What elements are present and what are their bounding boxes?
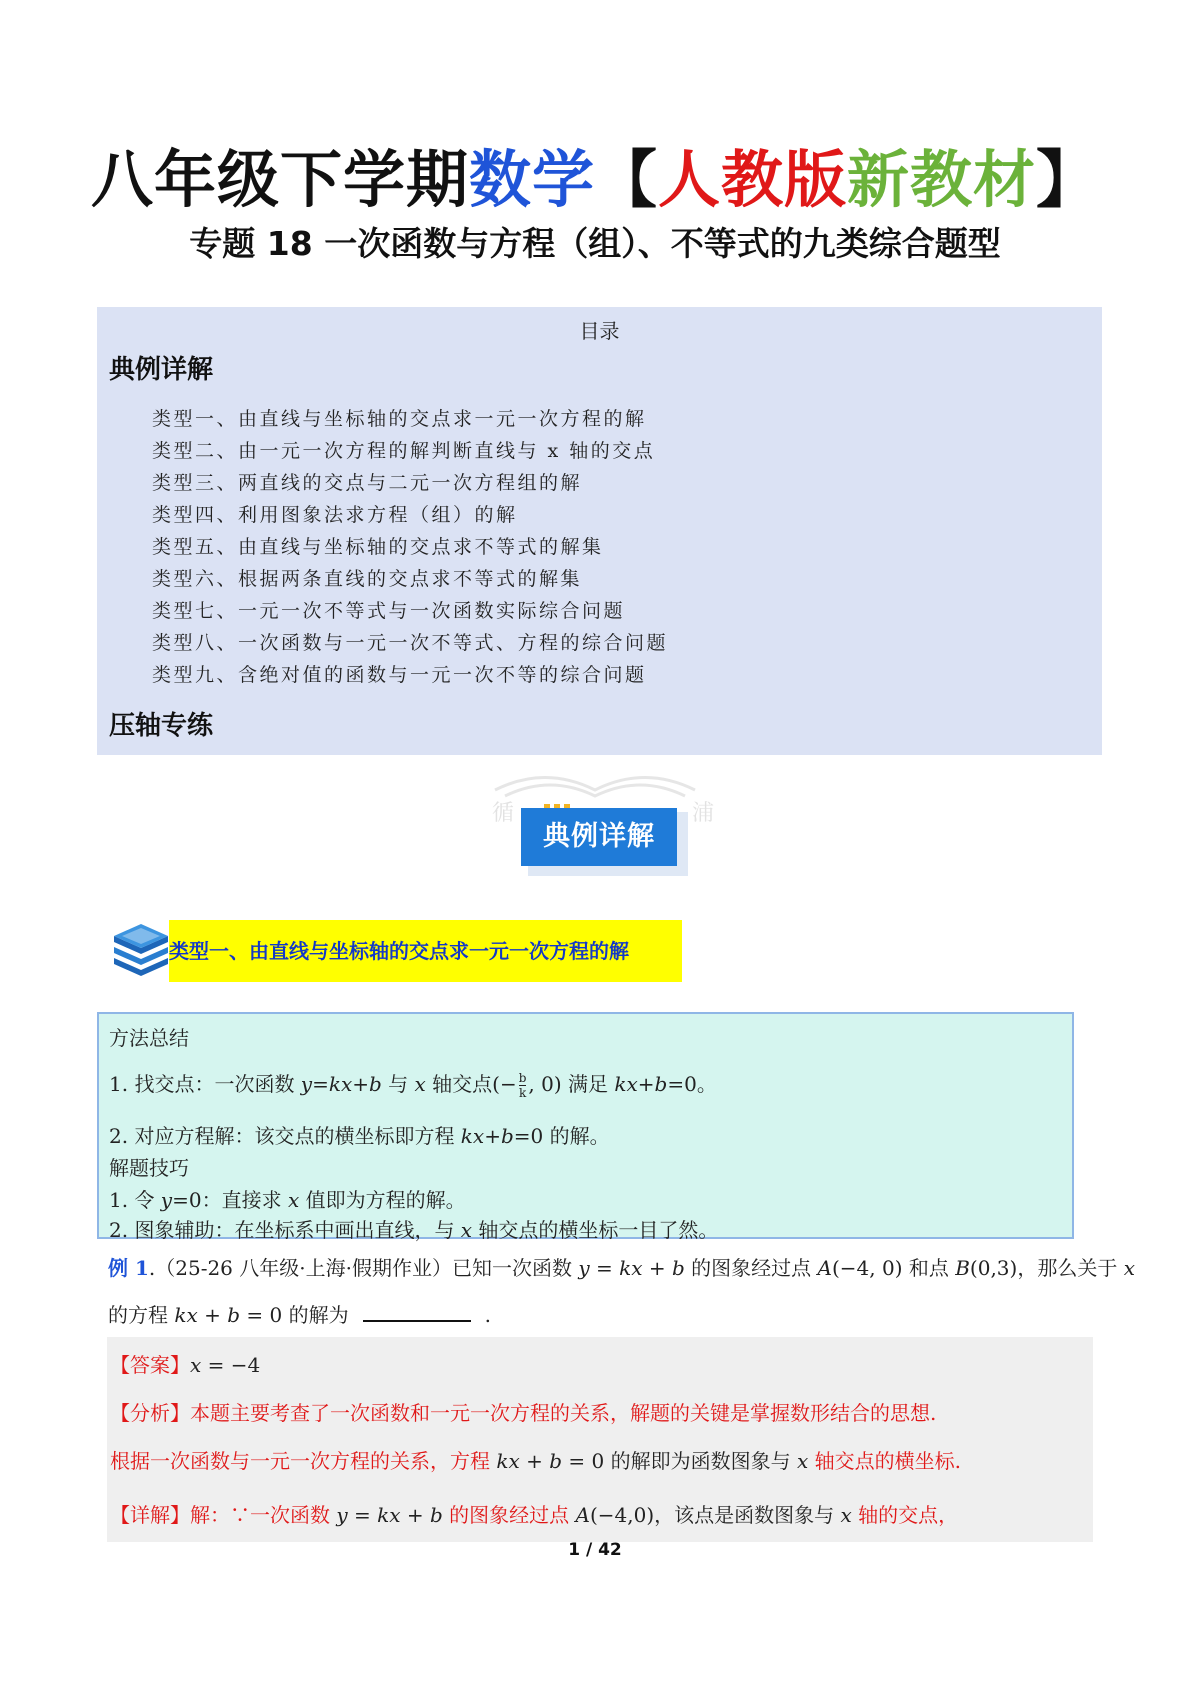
math-run: x — [287, 1188, 300, 1212]
text-run: = 0 的解为 — [240, 1303, 349, 1327]
title-grade: 八年级下学期 — [90, 143, 469, 216]
text-run: 1. 找交点：一次函数 — [109, 1072, 301, 1096]
analysis-line-2 — [110, 1445, 961, 1474]
page-number: 1 / 42 — [568, 1540, 622, 1560]
watermark-text-left: 循 — [492, 801, 515, 826]
text-run: 解：∵一次函数 — [190, 1503, 337, 1527]
fraction-b-over-k — [519, 1071, 527, 1100]
text-run: 轴交点的横坐标一目了然。 — [472, 1218, 719, 1242]
toc-item[interactable]: 类型九、含绝对值的函数与一元一次不等的综合问题 — [152, 664, 647, 686]
document-subtitle: 专题 18 一次函数与方程（组）、不等式的九类综合题型 — [189, 224, 1001, 263]
toc-list — [152, 403, 668, 691]
math-run: x — [460, 1218, 473, 1242]
math-run: kx + b — [174, 1303, 241, 1327]
toc-item[interactable]: 类型六、根据两条直线的交点求不等式的解集 — [152, 568, 583, 590]
method-line-2 — [109, 1120, 610, 1149]
section-badge: 典例详解 — [521, 808, 677, 866]
math-run: x — [190, 1353, 202, 1377]
text-run: 1. 令 — [109, 1188, 161, 1212]
text-run: = 0 的解即为函数图象与 — [562, 1449, 797, 1473]
type1-banner: 类型一、由直线与坐标轴的交点求一元一次方程的解 — [169, 920, 682, 982]
text-run: .（25-26 八年级·上海·假期作业）已知一次函数 — [148, 1256, 579, 1280]
toc-heading: 目录 — [579, 319, 620, 343]
method-summary-box — [97, 1012, 1074, 1242]
text-run: 轴交点的横坐标. — [808, 1449, 961, 1473]
math-run: y = kx + b — [578, 1256, 685, 1280]
math-run: y — [160, 1188, 173, 1212]
text-run: 与 — [381, 1072, 415, 1096]
title-edition: 人教版 — [658, 143, 848, 216]
text-run: 的方程 — [108, 1303, 175, 1327]
answer-tag: 【答案】 — [110, 1353, 190, 1377]
math-run: kx+b — [614, 1072, 668, 1096]
text-run: . — [484, 1303, 491, 1327]
tip-line-1 — [109, 1184, 466, 1213]
text-run: 轴的交点， — [851, 1503, 959, 1527]
title-subject: 数学 — [468, 143, 595, 216]
text-run: 的图象经过点 — [442, 1503, 576, 1527]
tip-line-2 — [109, 1214, 718, 1243]
answer-line — [110, 1349, 260, 1378]
math-run: B — [955, 1256, 970, 1280]
math-run: x — [414, 1072, 426, 1096]
text-run: 根据一次函数与一元一次方程的关系，方程 — [110, 1449, 497, 1473]
fraction-numerator: b — [518, 1071, 527, 1085]
text-run: 2. 对应方程解：该交点的横坐标即方程 — [109, 1124, 461, 1148]
toc-section-examples[interactable]: 典例详解 — [109, 355, 214, 385]
badge-dots — [544, 804, 574, 808]
title-bracket-open: 【 — [594, 143, 658, 216]
title-new-textbook: 新教材 — [847, 143, 1037, 216]
detail-line — [110, 1499, 958, 1528]
table-of-contents — [97, 307, 1102, 755]
text-run: =0：直接求 — [172, 1188, 288, 1212]
answer-value: = −4 — [201, 1353, 261, 1377]
math-run: x — [1123, 1256, 1135, 1280]
tips-heading: 解题技巧 — [109, 1156, 189, 1180]
fraction-denominator: k — [518, 1086, 527, 1100]
toc-item[interactable]: 类型五、由直线与坐标轴的交点求不等式的解集 — [152, 536, 604, 558]
example1-line-2 — [108, 1299, 491, 1328]
math-run: y = kx + b — [336, 1503, 443, 1527]
document-title — [0, 140, 1190, 220]
toc-section-challenge[interactable]: 压轴专练 — [109, 711, 214, 741]
toc-item[interactable]: 类型七、一元一次不等式与一次函数实际综合问题 — [152, 600, 626, 622]
math-run: A — [817, 1256, 832, 1280]
answer-box — [107, 1337, 1093, 1542]
title-bracket-close: 】 — [1036, 143, 1100, 216]
toc-item[interactable]: 类型二、由一元一次方程的解判断直线与 x 轴的交点 — [152, 440, 656, 462]
example1-line-1 — [108, 1252, 1135, 1281]
detail-tag: 【详解】 — [110, 1503, 190, 1527]
text-run: 值即为方程的解。 — [299, 1188, 466, 1212]
toc-item[interactable]: 类型八、一次函数与一元一次不等式、方程的综合问题 — [152, 632, 669, 654]
math-run: x — [840, 1503, 852, 1527]
math-run: y=kx+b — [300, 1072, 382, 1096]
text-run: =0 的解。 — [513, 1124, 610, 1148]
toc-item[interactable]: 类型一、由直线与坐标轴的交点求一元一次方程的解 — [152, 408, 647, 430]
watermark-text-right: 浦 — [692, 801, 715, 826]
analysis-text: 本题主要考查了一次函数和一元一次方程的关系，解题的关键是掌握数形结合的思想. — [190, 1401, 937, 1425]
text-run: 2. 图象辅助：在坐标系中画出直线，与 — [109, 1218, 461, 1242]
example-label: 例 1 — [108, 1256, 149, 1280]
text-run: (−4,0)，该点是函数图象与 — [589, 1503, 841, 1527]
method-heading: 方法总结 — [109, 1026, 189, 1050]
analysis-line — [110, 1397, 936, 1426]
toc-item[interactable]: 类型四、利用图象法求方程（组）的解 — [152, 504, 518, 526]
text-run: (0,3)，那么关于 — [969, 1256, 1124, 1280]
watermark-book-icon — [485, 760, 705, 800]
answer-blank[interactable] — [363, 1300, 471, 1322]
math-run: A — [575, 1503, 590, 1527]
text-run: (−4, 0) 和点 — [831, 1256, 956, 1280]
book-stack-icon — [110, 920, 172, 978]
text-run: 的图象经过点 — [684, 1256, 818, 1280]
math-run: kx+b — [460, 1124, 514, 1148]
toc-item[interactable]: 类型三、两直线的交点与二元一次方程组的解 — [152, 472, 583, 494]
analysis-tag: 【分析】 — [110, 1401, 190, 1425]
method-line-1 — [109, 1068, 717, 1100]
math-run: kx + b — [496, 1449, 563, 1473]
text-run: =0。 — [667, 1072, 717, 1096]
text-run: 轴交点(− — [425, 1072, 517, 1096]
text-run: , 0) 满足 — [528, 1072, 615, 1096]
math-run: x — [796, 1449, 809, 1473]
